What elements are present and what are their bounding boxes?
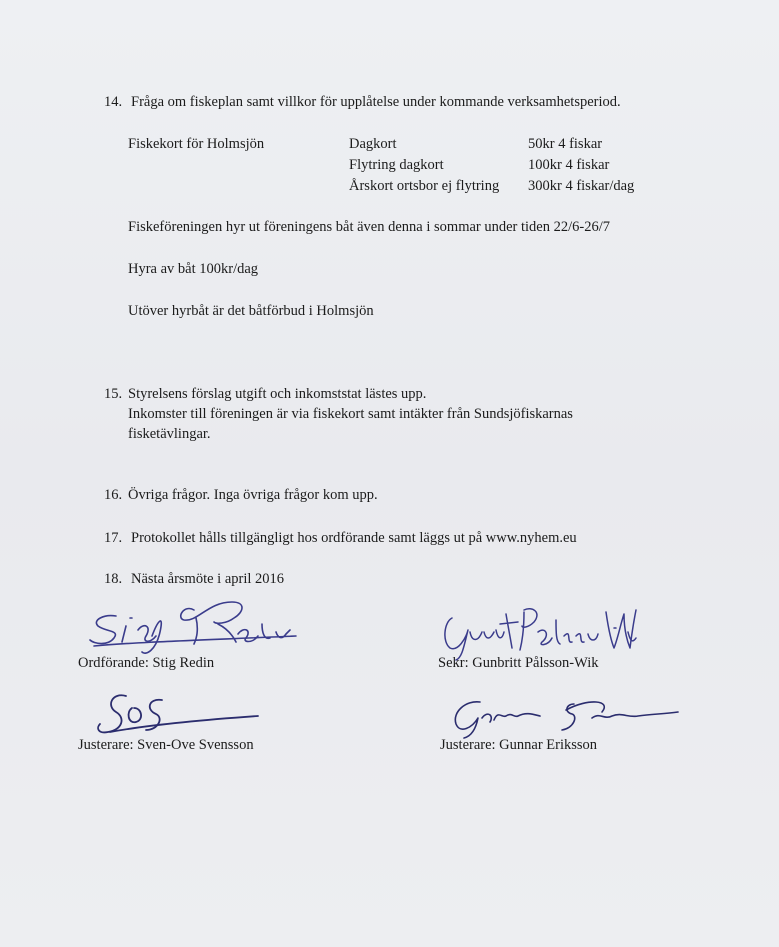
adjuster1-signature xyxy=(92,690,262,742)
item-15-number: 15. xyxy=(104,386,123,402)
item-14-number: 14. xyxy=(104,94,123,110)
boat-rent-price: Hyra av båt 100kr/dag xyxy=(128,261,259,277)
card-type-dagkort: Dagkort xyxy=(349,136,397,152)
secretary-caption: Sekr: Gunbritt Pålsson-Wik xyxy=(438,655,599,671)
item-16-text: Övriga frågor. Inga övriga frågor kom upp. xyxy=(128,487,378,503)
item-15-line2: Inkomster till föreningen är via fiskekort samt intäkter från Sundsjöfiskarnas xyxy=(128,406,573,422)
item-17-text: Protokollet hålls tillgängligt hos ordförande samt läggs ut på www.nyhem.eu xyxy=(131,530,577,546)
item-18-text: Nästa årsmöte i april 2016 xyxy=(131,571,285,587)
item-14-text: Fråga om fiskeplan samt villkor för upplåtelse under kommande verksamhetsperiod. xyxy=(131,94,621,110)
adjuster2-caption: Justerare: Gunnar Eriksson xyxy=(440,737,598,753)
fishing-cards-label: Fiskekort för Holmsjön xyxy=(128,136,265,152)
secretary-signature xyxy=(438,602,638,662)
boat-rental-text: Fiskeföreningen hyr ut föreningens båt även denna i sommar under tiden 22/6-26/7 xyxy=(128,219,611,235)
card-price-arskort: 300kr 4 fiskar/dag xyxy=(528,178,635,194)
card-price-flytring: 100kr 4 fiskar xyxy=(528,157,610,173)
boat-ban-text: Utöver hyrbåt är det båtförbud i Holmsjön xyxy=(128,303,374,319)
item-15-line3: fisketävlingar. xyxy=(128,426,211,442)
card-price-dagkort: 50kr 4 fiskar xyxy=(528,136,603,152)
chair-signature xyxy=(86,596,316,658)
item-15-line1: Styrelsens förslag utgift och inkomststat lästes upp. xyxy=(128,386,427,402)
adjuster2-signature xyxy=(442,694,682,740)
item-16-number: 16. xyxy=(104,487,123,503)
chair-caption: Ordförande: Stig Redin xyxy=(78,655,215,671)
card-type-arskort: Årskort ortsbor ej flytring xyxy=(349,178,500,194)
card-type-flytring: Flytring dagkort xyxy=(349,157,444,173)
item-17-number: 17. xyxy=(104,530,123,546)
adjuster1-caption: Justerare: Sven-Ove Svensson xyxy=(78,737,254,753)
item-18-number: 18. xyxy=(104,571,123,587)
